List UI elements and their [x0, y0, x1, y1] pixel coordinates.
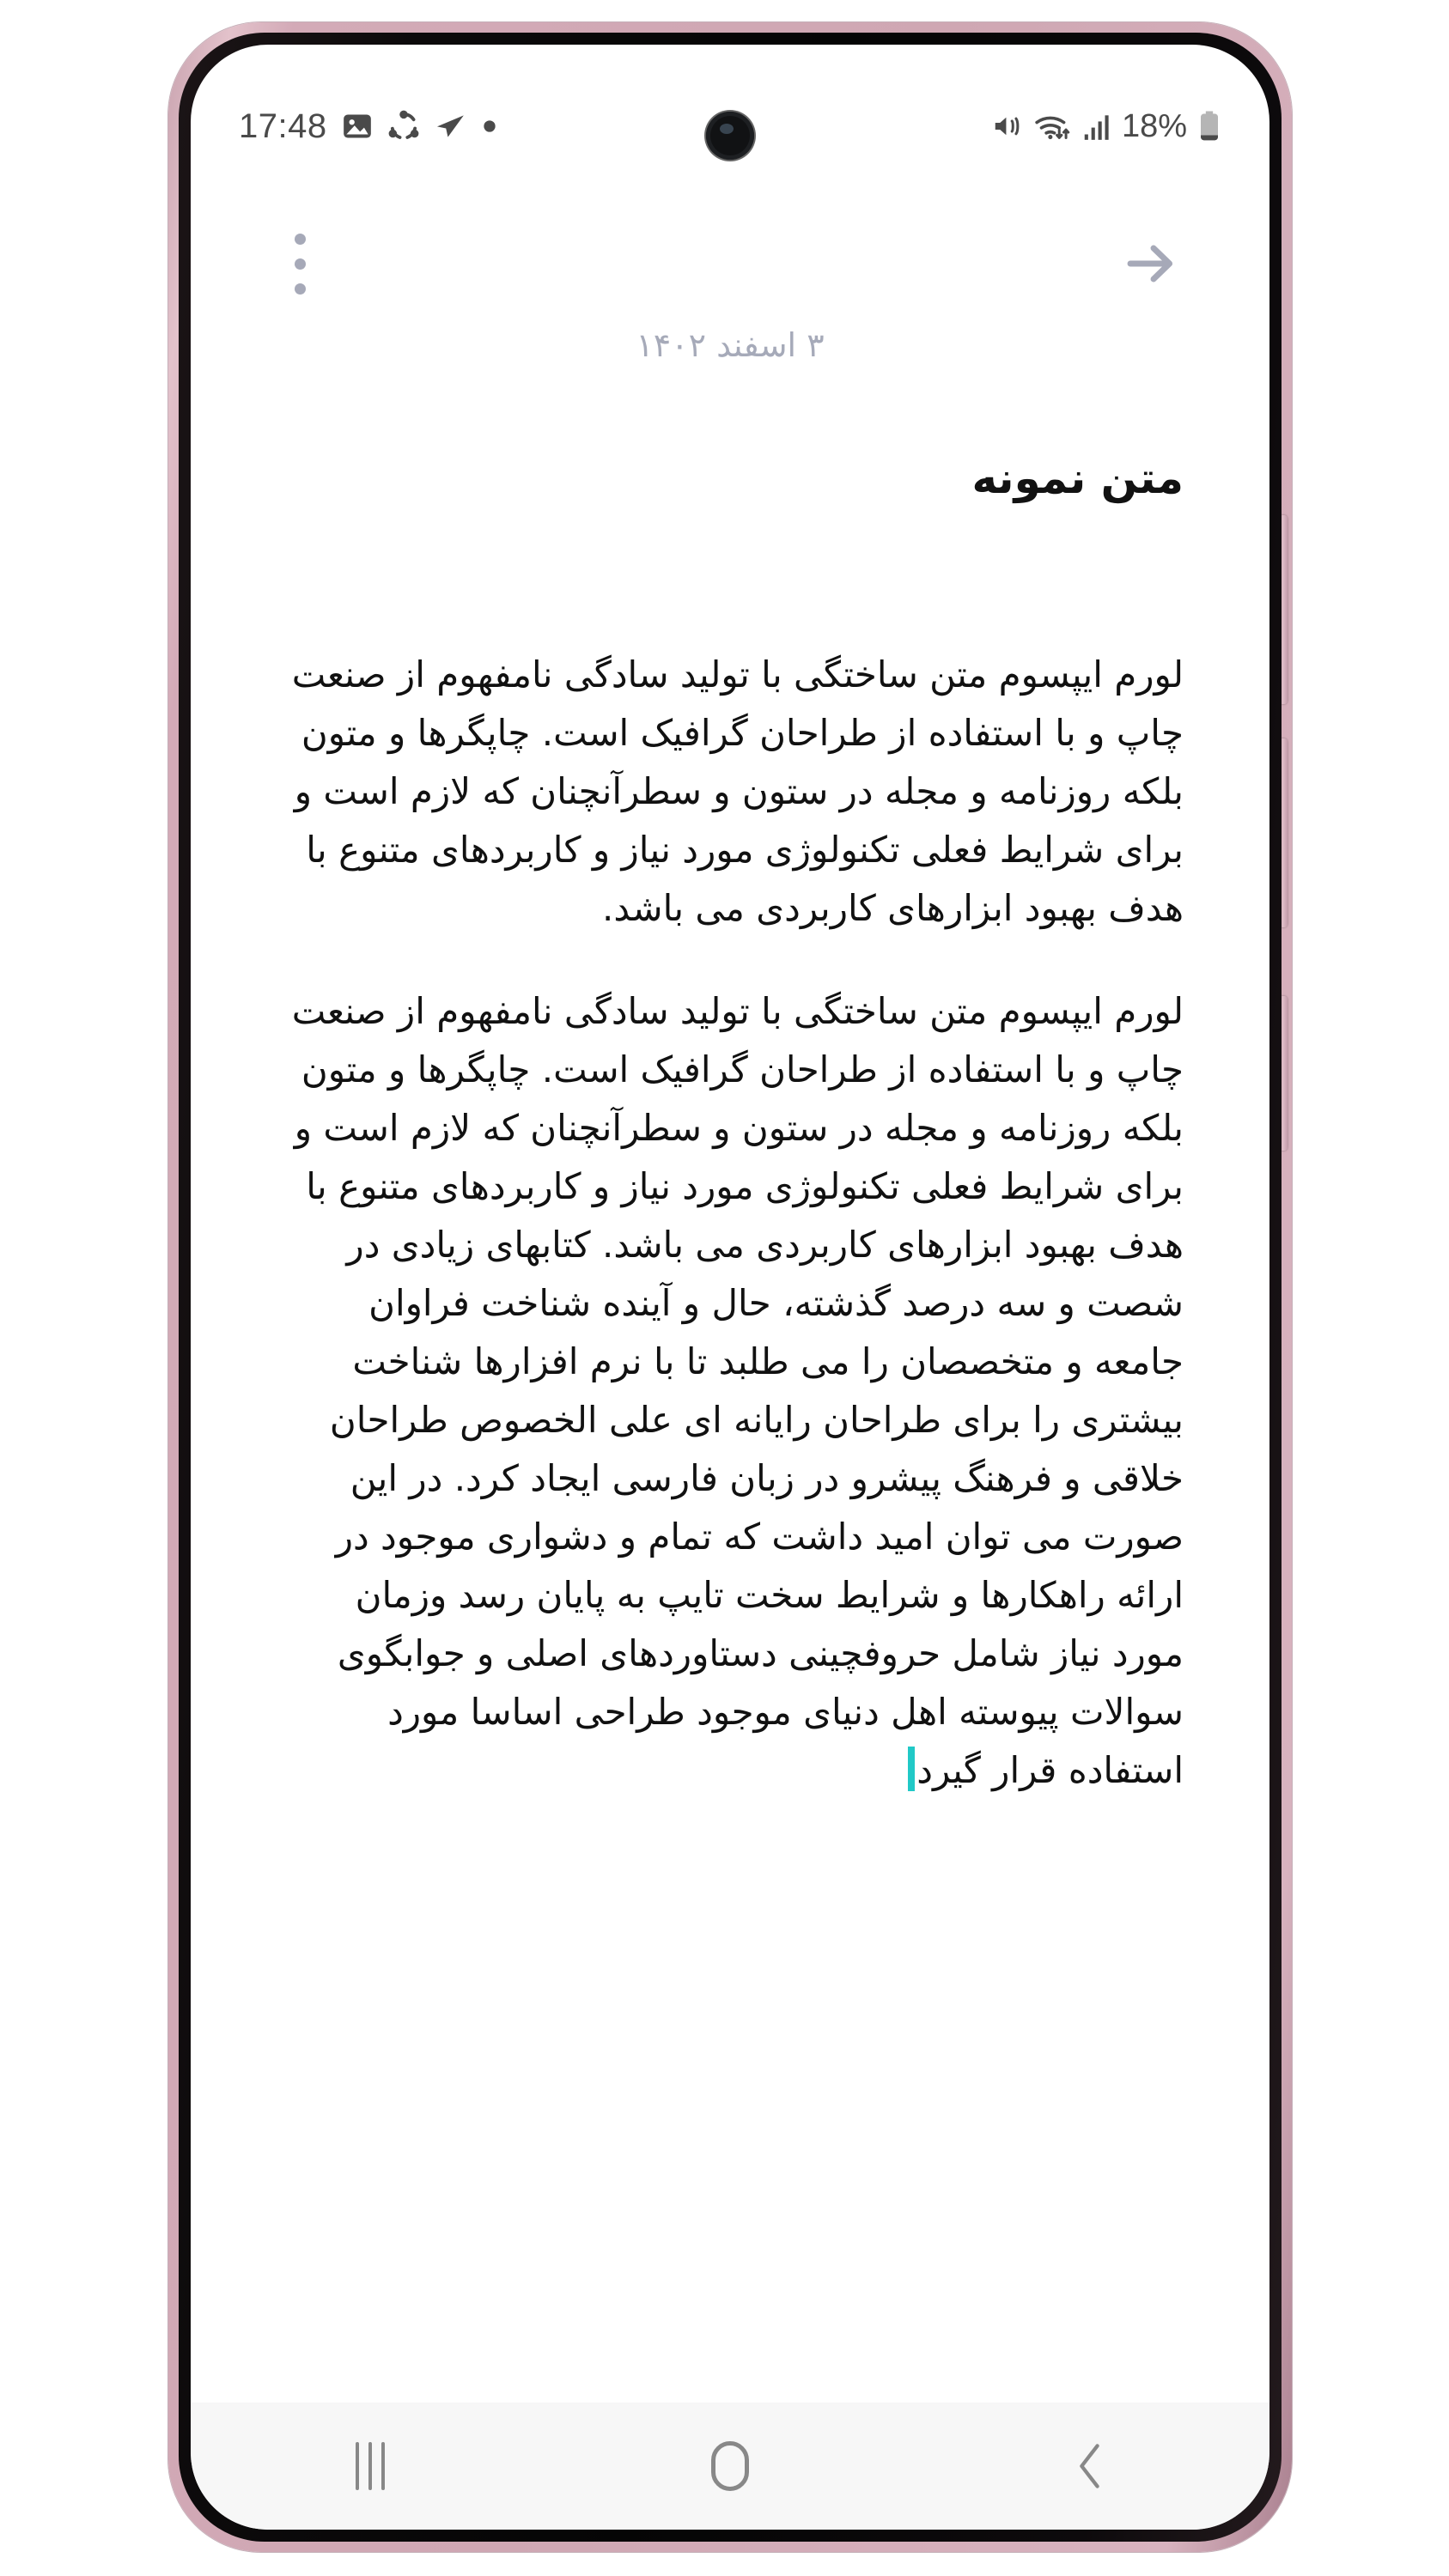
system-navigation-bar [191, 2403, 1269, 2530]
mute-icon [991, 110, 1024, 143]
app-toolbar [191, 208, 1269, 319]
status-time: 17:48 [239, 106, 327, 145]
document-body[interactable] [277, 646, 1184, 1800]
battery-percent: 18% [1121, 107, 1187, 144]
recents-bar-2 [368, 2442, 372, 2490]
home-button[interactable] [661, 2423, 799, 2509]
phone-screen [191, 45, 1269, 2530]
recents-button[interactable] [301, 2423, 439, 2509]
signal-bars-icon [1082, 110, 1111, 143]
front-camera-icon [706, 112, 754, 160]
document-paragraph-text: لورم ایپسوم متن ساختگی با تولید سادگی نامفهوم از صنعت چاپ و با استفاده از طراحان گرافیک است. چاپگرها و متون بلکه روزنامه و مجله در ستون و سطرآنچنان که لازم است و برای شرایط فعلی تکنولوژی مورد نیاز و کاربردهای متنوع با هدف بهبود ابزارهای کاربردی می باشد. کتابهای زیادی در شصت و سه درصد گذشته، حال و آینده شناخت فراوان جامعه و متخصصان را می طلبد تا با نرم افزارها شناخت بیشتری را برای طراحان رایانه ای علی الخصوص طراحان خلاقی و فرهنگ پیشرو در زبان فارسی ایجاد کرد. در این صورت می توان امید داشت که تمام و دشواری موجود در ارائه راهکارها و شرایط سخت تایپ به پایان رسد وزمان مورد نیاز شامل حروفچینی دستاوردهای اصلی و جوابگوی سوالات پیوسته اهل دنیای موجود طراحی اساسا مورد استفاده قرار گیرد [291, 990, 1184, 1791]
recents-bar-3 [381, 2442, 385, 2490]
recents-icon [356, 2442, 385, 2490]
status-bar-right [991, 108, 1221, 145]
share-circle-icon [387, 110, 420, 143]
dot-icon [480, 110, 499, 143]
wifi-data-icon [1034, 110, 1072, 143]
chevron-left-icon [1067, 2440, 1113, 2492]
home-icon [711, 2441, 749, 2491]
back-button[interactable] [1021, 2423, 1159, 2509]
image-icon [341, 110, 374, 143]
document-title: متن نمونه [971, 453, 1184, 503]
overflow-menu-button[interactable] [270, 224, 330, 303]
forward-arrow-button[interactable] [1111, 224, 1190, 303]
document-paragraph: لورم ایپسوم متن ساختگی با تولید سادگی نامفهوم از صنعت چاپ و با استفاده از طراحان گرافیک است. چاپگرها و متون بلکه روزنامه و مجله در ستون و سطرآنچنان که لازم است و برای شرایط فعلی تکنولوژی مورد نیاز و کاربردهای متنوع با هدف بهبود ابزارهای کاربردی می باشد. [291, 653, 1184, 929]
text-caret [908, 1747, 915, 1791]
arrow-right-icon [1120, 233, 1182, 295]
overflow-dot-2 [295, 258, 306, 270]
telegram-icon [434, 110, 466, 143]
overflow-dot-3 [295, 283, 306, 295]
status-bar-left [239, 107, 499, 146]
overflow-dot-1 [295, 234, 306, 245]
recents-bar-1 [356, 2442, 359, 2490]
document-date: ۳ اسفند ۱۴۰۲ [636, 326, 825, 364]
document-paragraph [277, 982, 1184, 1800]
battery-icon [1197, 109, 1221, 143]
